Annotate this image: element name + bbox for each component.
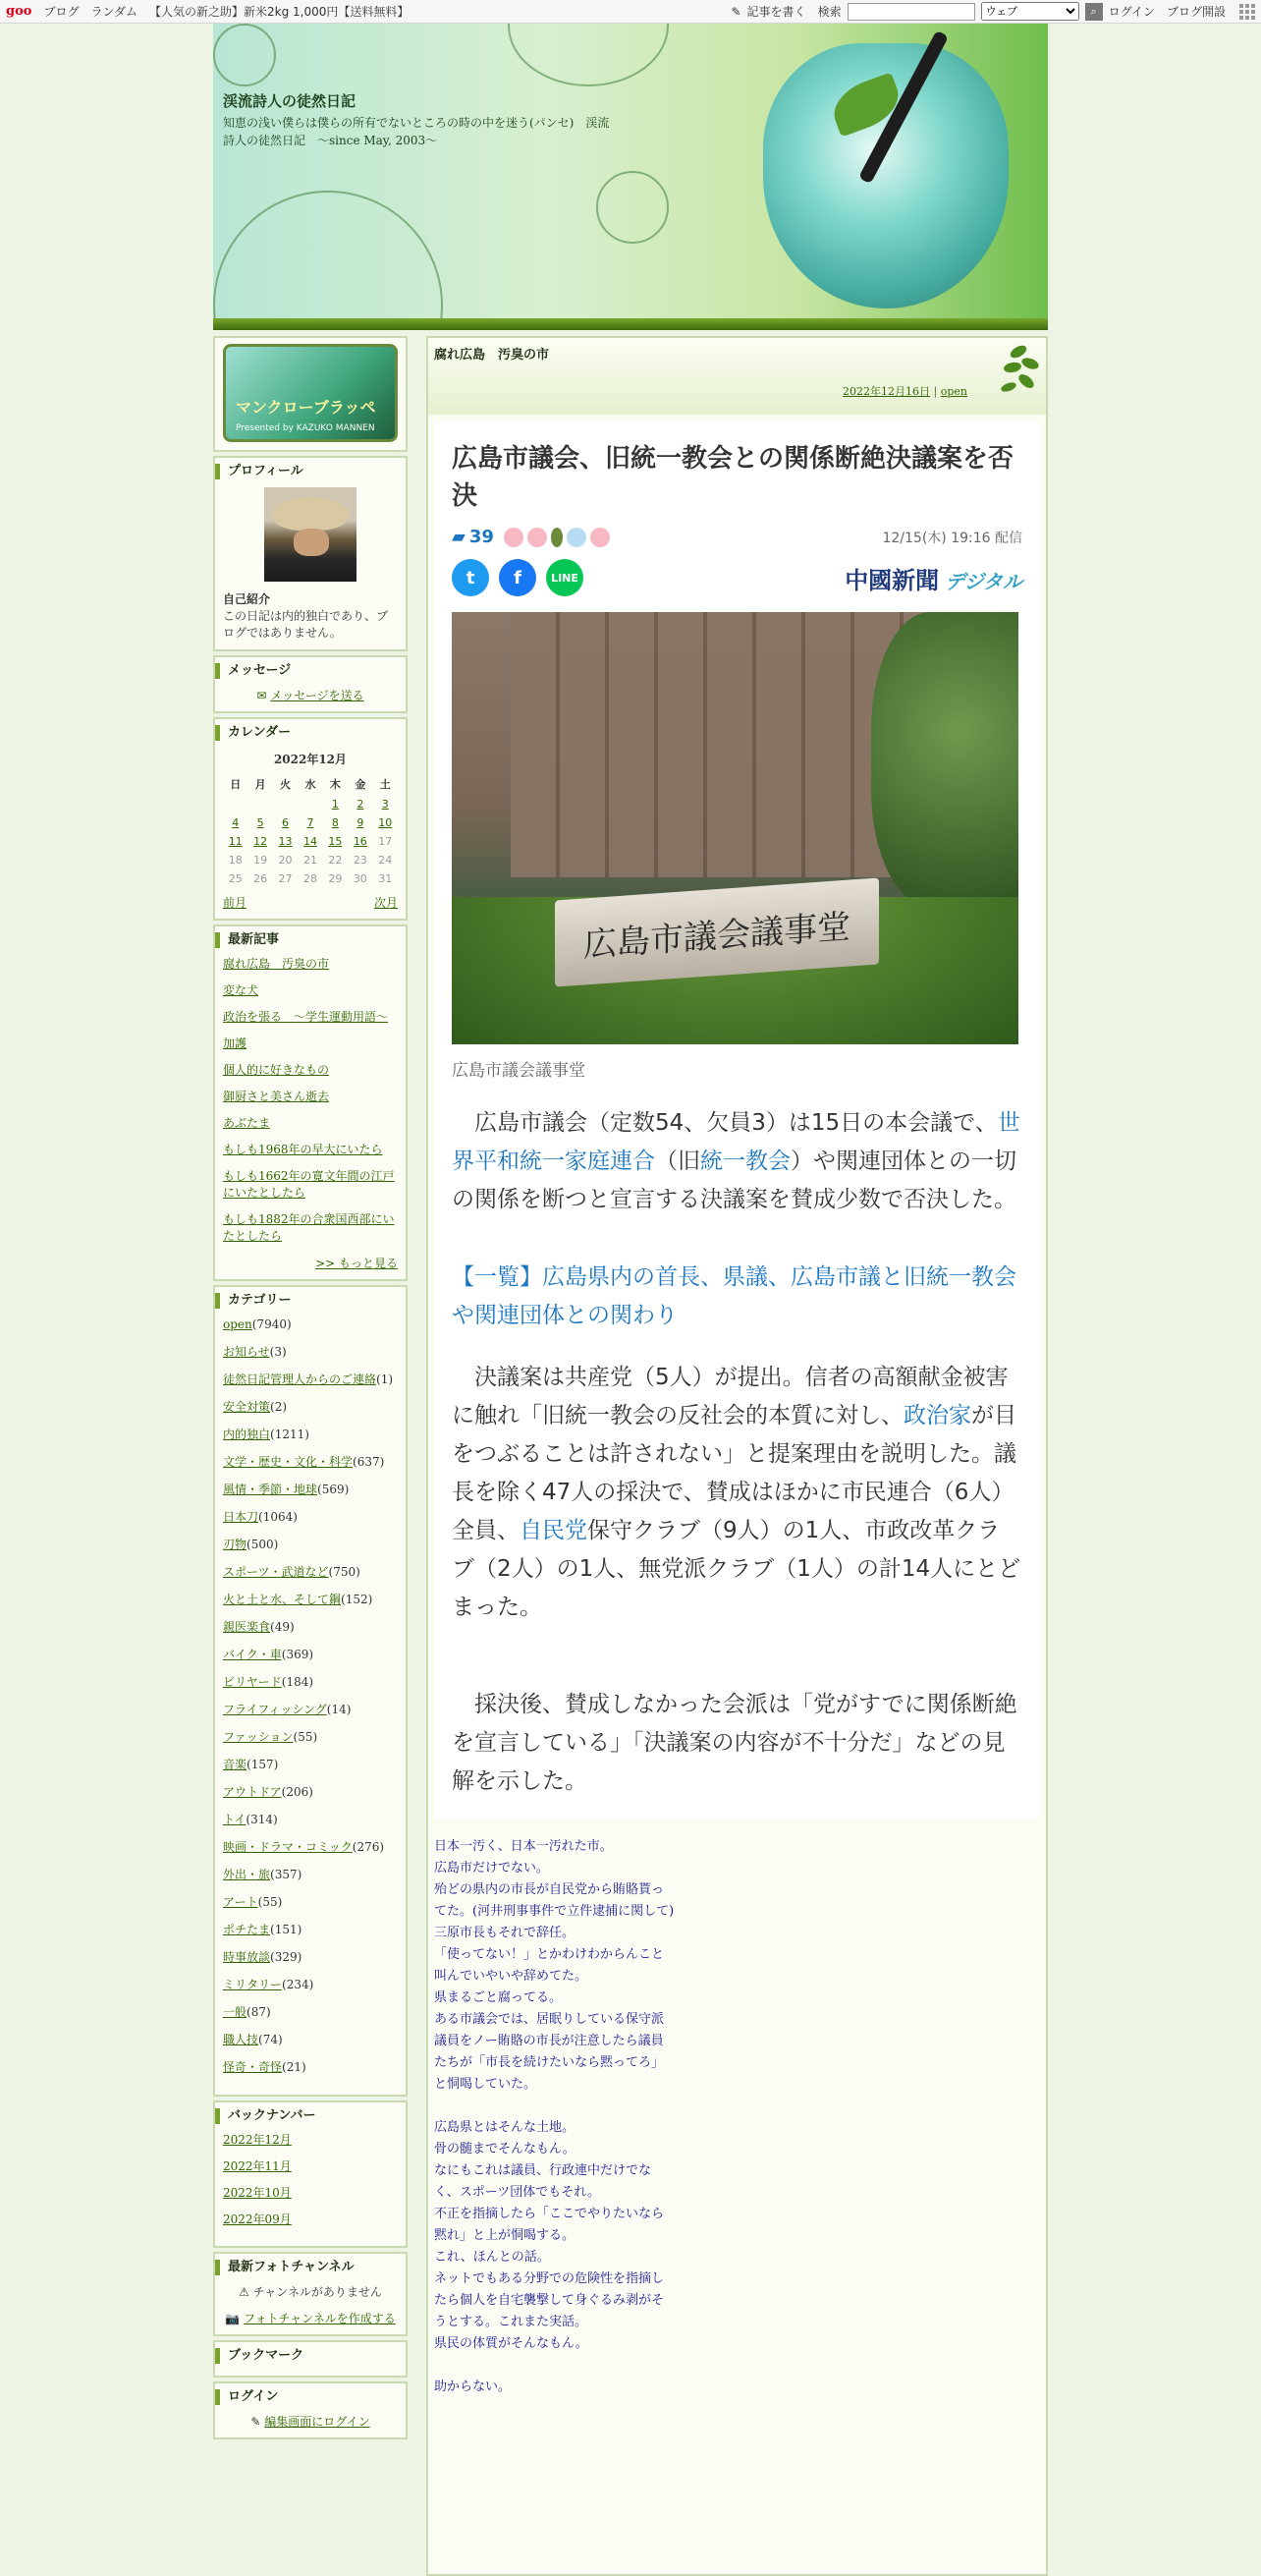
search-label: 検索 xyxy=(817,5,842,19)
article-photo[interactable] xyxy=(452,612,1018,1044)
category-item xyxy=(223,1564,398,1581)
toolbar-link-random[interactable]: ランダム xyxy=(90,5,137,19)
search-button[interactable] xyxy=(1085,3,1103,21)
comment-line: 「使ってない！」とかわけわからんこと叫んでいやいや辞めてた。 xyxy=(434,1947,665,1984)
comment-line xyxy=(434,2355,675,2377)
calendar-day: 20 xyxy=(278,854,293,867)
login-link[interactable]: ログイン xyxy=(1108,5,1155,19)
category-count: (55) xyxy=(257,1895,283,1909)
lace-ornament xyxy=(508,24,669,86)
post-body xyxy=(426,415,1048,2576)
article-meta xyxy=(452,527,1022,547)
photo-caption: 広島市議会議事堂 xyxy=(452,1061,585,1081)
blog-header xyxy=(213,24,1048,318)
category-link[interactable]: ポチたま xyxy=(223,1923,271,1936)
category-link[interactable]: 徒然日記管理人からのご連絡 xyxy=(223,1372,377,1386)
intro-label: 自己紹介 xyxy=(223,592,271,606)
category-count: (1064) xyxy=(258,1510,298,1524)
recent-post-link[interactable]: 変な犬 xyxy=(223,983,259,997)
author-comment xyxy=(434,1836,675,2398)
warning-icon: ⚠ xyxy=(239,2285,249,2299)
calendar-day[interactable]: 9 xyxy=(356,816,364,829)
category-item xyxy=(223,1949,398,1966)
comment-line: 日本一汚く、日本一汚れた市。 xyxy=(434,1839,613,1854)
sidebar xyxy=(213,336,408,2443)
category-count: (637) xyxy=(353,1455,385,1469)
category-count: (1) xyxy=(376,1372,394,1386)
category-item xyxy=(223,2059,398,2076)
category-count: (184) xyxy=(281,1675,314,1689)
photo-channel-box xyxy=(213,2252,408,2336)
calendar-day[interactable]: 10 xyxy=(378,816,393,829)
category-count: (369) xyxy=(281,1648,314,1661)
reaction-icon[interactable] xyxy=(567,528,586,547)
category-link[interactable]: 内的独白 xyxy=(223,1428,271,1441)
category-link[interactable]: トイ xyxy=(223,1813,247,1826)
comment-line: ある市議会では、居眠りしている保守派議員をノー賄賂の市長が注意したら議員たちが「市長を続けたいなら黙ってろ」と恫喝していた。 xyxy=(434,2012,665,2092)
pencil-icon: ✎ xyxy=(731,4,741,19)
edit-login-link[interactable]: 編集画面にログイン xyxy=(264,2415,370,2429)
article-title[interactable]: 広島市議会、旧統一教会との関係断絶決議案を否決 xyxy=(452,444,1014,511)
comment-line: 殆どの県内の市長が自民党から賄賂貰ってた。(河井刑事事件で立件逮捕に関して) xyxy=(434,1882,675,1919)
comment-line: 広島県とはそんな土地。 xyxy=(434,2120,576,2135)
category-link[interactable]: ミリタリー xyxy=(223,1978,283,1991)
leaf-ornament-icon xyxy=(979,340,1044,405)
calendar-weekday: 木 xyxy=(329,778,341,791)
category-count: (21) xyxy=(282,2060,306,2074)
category-count: (3) xyxy=(269,1345,287,1359)
category-item xyxy=(223,1757,398,1773)
category-link[interactable]: 一般 xyxy=(223,2005,247,2019)
keyword-link[interactable]: 統一教会 xyxy=(700,1148,791,1174)
calendar-day: 17 xyxy=(378,835,393,848)
twitter-icon[interactable]: t xyxy=(452,559,489,596)
calendar-day[interactable]: 5 xyxy=(256,816,264,829)
comment-line: 不正を指摘したら「ここでやりたいなら黙れ」と上が恫喝する。 xyxy=(434,2207,665,2243)
calendar-day xyxy=(298,795,322,813)
backnumber-heading: バックナンバー xyxy=(215,2108,398,2124)
reaction-icon[interactable] xyxy=(551,528,563,547)
category-count: (1211) xyxy=(270,1428,309,1441)
calendar-day[interactable]: 8 xyxy=(331,816,339,829)
calendar-day: 19 xyxy=(253,854,268,867)
calendar-day[interactable]: 1 xyxy=(331,798,339,811)
calendar-day: 21 xyxy=(302,854,317,867)
calendar-day: 31 xyxy=(378,872,393,885)
article-paragraph: 広島市議会（定数54、欠員3）は15日の本会議で、世界平和統一家庭連合（旧統一教会）や関連団体との一切の関係を断つと宣言する決議案を賛成少数で否決した。 xyxy=(452,1110,1020,1212)
categories-box xyxy=(213,1285,408,2097)
category-count: (329) xyxy=(270,1950,302,1964)
calendar-day: 25 xyxy=(228,872,243,885)
avatar[interactable] xyxy=(264,487,356,582)
goo-logo[interactable]: goo xyxy=(6,4,32,19)
recent-post-link[interactable]: 個人的に好きなもの xyxy=(223,1063,330,1077)
photo-heading: 最新フォトチャンネル xyxy=(215,2260,398,2275)
calendar-day[interactable]: 16 xyxy=(353,835,367,848)
calendar-day[interactable]: 15 xyxy=(328,835,343,848)
message-box xyxy=(213,655,408,713)
category-link[interactable]: 親医楽食 xyxy=(223,1620,271,1634)
calendar-weekday: 火 xyxy=(280,778,292,791)
category-count: (7940) xyxy=(251,1317,292,1331)
mail-icon: ✉ xyxy=(256,689,267,702)
category-count: (87) xyxy=(247,2005,271,2019)
category-count: (276) xyxy=(352,1840,385,1854)
category-link[interactable]: 音楽 xyxy=(223,1758,247,1771)
comment-line: 県まるごと腐ってる。 xyxy=(434,1990,563,2005)
embedded-article xyxy=(434,422,1040,1819)
category-link[interactable]: 刃物 xyxy=(223,1538,247,1551)
keyword-link[interactable]: 政治家 xyxy=(904,1403,971,1428)
calendar-day[interactable]: 7 xyxy=(306,816,314,829)
backnumber-link[interactable]: 2022年12月 xyxy=(223,2133,292,2147)
recent-post-link[interactable]: 加護 xyxy=(223,1036,247,1050)
lace-ornament xyxy=(596,171,669,244)
related-list-link[interactable]: 【一覧】広島県内の首長、県議、広島市議と旧統一教会や関連団体との関わり xyxy=(452,1264,1016,1328)
calendar-day[interactable]: 14 xyxy=(302,835,317,848)
category-link[interactable]: スポーツ・武道など xyxy=(223,1565,329,1579)
reaction-icon[interactable] xyxy=(590,528,610,547)
calendar-day: 22 xyxy=(328,854,343,867)
write-article-link[interactable]: 記事を書く xyxy=(746,5,806,19)
category-count: (74) xyxy=(258,2033,283,2046)
category-count: (569) xyxy=(317,1483,350,1496)
category-count: (151) xyxy=(270,1923,302,1936)
category-item xyxy=(223,2004,398,2021)
post-date-link[interactable]: 2022年12月16日 xyxy=(843,385,931,398)
category-count: (314) xyxy=(246,1813,278,1826)
line-icon[interactable]: LINE xyxy=(546,559,583,596)
category-link[interactable]: 安全対策 xyxy=(223,1400,271,1414)
category-count: (750) xyxy=(328,1565,360,1579)
calendar-next-link[interactable]: 次月 xyxy=(373,896,398,910)
comment-line: 三原市長もそれで辞任。 xyxy=(434,1926,576,1940)
post-date: 2022年12月16日 | open xyxy=(843,385,967,398)
bookmark-heading: ブックマーク xyxy=(215,2348,398,2364)
article-timestamp: 12/15(木) 19:16 配信 xyxy=(882,530,1022,546)
calendar-box xyxy=(213,717,408,921)
calendar-day[interactable]: 3 xyxy=(381,798,389,811)
recent-post-link[interactable]: あぶたま xyxy=(223,1116,271,1130)
calendar-day[interactable]: 11 xyxy=(228,835,243,848)
mangrove-banner[interactable] xyxy=(223,344,398,442)
category-link[interactable]: 風情・季節・地球 xyxy=(223,1483,318,1496)
category-item xyxy=(223,1647,398,1663)
calendar-weekday: 月 xyxy=(254,778,266,791)
category-count: (357) xyxy=(270,1868,302,1881)
comment-line: これ、ほんとの話。 xyxy=(434,2250,550,2265)
category-count: (500) xyxy=(247,1538,279,1551)
recent-post-link[interactable]: 政治を張る 〜学生運動用語〜 xyxy=(223,1010,389,1024)
calendar-day: 29 xyxy=(328,872,343,885)
category-link[interactable]: バイク・車 xyxy=(223,1648,282,1661)
comment-icon[interactable]: ▰ xyxy=(452,527,466,547)
comment-line: ネットでもある分野での危険性を指摘したら個人を自宅襲撃して身ぐるみ剥がそうとする。これまた実話。 xyxy=(434,2271,665,2329)
category-item xyxy=(223,1427,398,1443)
category-link[interactable]: 映画・ドラマ・コミック xyxy=(223,1840,353,1854)
category-item xyxy=(223,1977,398,1993)
calendar-day: 28 xyxy=(302,872,317,885)
calendar-day: 27 xyxy=(278,872,293,885)
calendar-month: 2022年12月 xyxy=(273,753,348,766)
main-content xyxy=(426,336,1048,2576)
category-item xyxy=(223,1674,398,1691)
category-count: (234) xyxy=(282,1978,314,1991)
recent-post-link[interactable]: 腐れ広島 汚臭の市 xyxy=(223,957,330,971)
category-link[interactable]: 時事放談 xyxy=(223,1950,271,1964)
profile-heading: プロフィール xyxy=(215,464,398,479)
calendar-day: 24 xyxy=(378,854,393,867)
reaction-icon[interactable] xyxy=(504,528,523,547)
backnumber-box xyxy=(213,2100,408,2248)
category-count: (49) xyxy=(270,1620,295,1634)
category-link[interactable]: お知らせ xyxy=(223,1345,270,1359)
category-link[interactable]: 火と土と水、そして鋼 xyxy=(223,1593,342,1606)
category-item xyxy=(223,1537,398,1553)
search-input[interactable] xyxy=(848,3,975,21)
comment-line xyxy=(434,2096,675,2117)
category-item xyxy=(223,1372,398,1388)
recent-post-link[interactable]: もしも1882年の合衆国西部にいたとしたら xyxy=(223,1212,395,1243)
category-item xyxy=(223,1867,398,1883)
apps-grid-icon[interactable] xyxy=(1239,4,1255,20)
goo-toolbar xyxy=(0,0,1261,24)
blog-description: 知恵の浅い僕らは僕らの所有でないところの時の中を迷う(パンセ) 渓流詩人の徒然日記 ～since May, 2003～ xyxy=(223,116,610,147)
category-count: (152) xyxy=(341,1593,373,1606)
category-item xyxy=(223,1702,398,1718)
category-link[interactable]: 外出・旅 xyxy=(223,1868,271,1881)
calendar-weekday: 水 xyxy=(304,778,316,791)
category-item xyxy=(223,1784,398,1801)
recent-heading: 最新記事 xyxy=(215,932,398,948)
calendar-day[interactable]: 13 xyxy=(278,835,293,848)
calendar-day[interactable]: 6 xyxy=(282,816,290,829)
keyword-link[interactable]: 世界平和統一家庭連合 xyxy=(452,1110,1020,1174)
profile-box xyxy=(213,456,408,651)
category-count: (2) xyxy=(270,1400,288,1414)
calendar-weekday: 金 xyxy=(355,778,366,791)
camera-icon: 📷 xyxy=(225,2312,241,2325)
calendar-weekday: 土 xyxy=(379,778,391,791)
category-link[interactable]: 文学・歴史・文化・科学 xyxy=(223,1455,354,1469)
post-tag-link[interactable]: open xyxy=(940,385,967,398)
banner-title: マンクローブラッペ xyxy=(236,398,376,417)
comment-line: 広島市だけでない。 xyxy=(434,1861,550,1876)
calendar-heading: カレンダー xyxy=(215,725,398,741)
calendar-day: 30 xyxy=(353,872,367,885)
banner-subtitle: Presented by KAZUKO MANNEN xyxy=(236,423,375,433)
calendar-day[interactable]: 2 xyxy=(356,798,364,811)
comment-line: なにもこれは議員、行政連中だけでなく、スポーツ団体でもそれ。 xyxy=(434,2163,652,2200)
calendar-day: 18 xyxy=(228,854,243,867)
comment-count[interactable]: 39 xyxy=(468,527,494,547)
login-heading: ログイン xyxy=(215,2389,398,2405)
category-item xyxy=(223,1399,398,1416)
backnumber-link[interactable]: 2022年10月 xyxy=(223,2186,292,2200)
category-item xyxy=(223,1316,398,1333)
recent-post-link[interactable]: もしも1968年の早大にいたら xyxy=(223,1143,383,1156)
calendar-day xyxy=(223,795,247,813)
calendar-weekday: 日 xyxy=(230,778,242,791)
pencil-icon: ✎ xyxy=(250,2415,261,2429)
comment-line: 骨の髄までそんなもん。 xyxy=(434,2142,576,2156)
category-item xyxy=(223,1482,398,1498)
category-item xyxy=(223,1922,398,1938)
category-link[interactable]: 怪奇・奇怪 xyxy=(223,2060,283,2074)
search-icon: ⌕ xyxy=(1090,4,1097,18)
article-paragraph: 決議案は共産党（5人）が提出。信者の高額献金被害に触れ「旧統一教会の反社会的本質に対し、政治家が目をつぶることは許されない」と提案理由を説明した。議長を除く47人の採決で、賛成はほかに市民連合（6人）全員、自民党保守クラブ（9人）の1人、市政改革クラブ（2人）の1人、無党派クラブ（1人）の計14人にとどまった。 xyxy=(452,1365,1021,1620)
category-link[interactable]: フライフィッシング xyxy=(223,1703,327,1716)
calendar-table xyxy=(223,749,398,888)
recent-posts-box xyxy=(213,924,408,1281)
category-item xyxy=(223,1894,398,1911)
calendar-day xyxy=(247,795,272,813)
facebook-icon[interactable]: f xyxy=(499,559,536,596)
bookmark-box xyxy=(213,2340,408,2378)
article-paragraph: 採決後、賛成しなかった会派は「党がすでに関係断絶を宣言している」「決議案の内容が不十分だ」などの見解を示した。 xyxy=(452,1692,1017,1794)
calendar-day: 23 xyxy=(353,854,367,867)
comment-line: 助からない。 xyxy=(434,2380,512,2394)
calendar-day xyxy=(273,795,298,813)
no-channel-text: チャンネルがありません xyxy=(252,2285,382,2299)
category-link[interactable]: アウトドア xyxy=(223,1785,282,1799)
blog-title[interactable]: 渓流詩人の徒然日記 xyxy=(223,92,356,110)
category-link[interactable]: open xyxy=(223,1317,252,1331)
calendar-day[interactable]: 4 xyxy=(232,816,240,829)
category-item xyxy=(223,1344,398,1361)
category-item xyxy=(223,1592,398,1608)
category-link[interactable]: アート xyxy=(223,1895,258,1909)
send-message-link[interactable]: メッセージを送る xyxy=(270,689,364,702)
post-header xyxy=(426,336,1048,415)
toolbar-link-blog[interactable]: ブログ xyxy=(43,5,80,19)
search-scope-select[interactable] xyxy=(981,2,1079,21)
lace-ornament xyxy=(213,191,443,318)
category-item xyxy=(223,1839,398,1856)
category-link[interactable]: ファッション xyxy=(223,1730,294,1744)
category-link[interactable]: ビリヤード xyxy=(223,1675,282,1689)
share-bar xyxy=(452,559,1022,596)
login-box xyxy=(213,2381,408,2439)
category-item xyxy=(223,1509,398,1526)
category-count: (206) xyxy=(281,1785,313,1799)
lace-ornament xyxy=(213,24,276,86)
category-link[interactable]: 職人技 xyxy=(223,2033,259,2046)
sidebar-banner-box xyxy=(213,336,408,452)
backnumber-link[interactable]: 2022年09月 xyxy=(223,2212,292,2226)
intro-text: この日記は内的独白であり、ブログではありません。 xyxy=(223,609,389,640)
backnumber-link[interactable]: 2022年11月 xyxy=(223,2159,292,2173)
create-channel-link[interactable]: フォトチャンネルを作成する xyxy=(244,2312,396,2325)
category-count: (14) xyxy=(326,1703,352,1716)
recent-post-link[interactable]: もしも1662年の寛文年間の江戸にいたとしたら xyxy=(223,1169,395,1200)
category-item xyxy=(223,2032,398,2048)
open-blog-link[interactable]: ブログ開設 xyxy=(1166,5,1226,19)
category-item xyxy=(223,1619,398,1636)
photo-sign-text: 広島市議会議事堂 xyxy=(555,877,879,986)
category-count: (55) xyxy=(293,1730,318,1744)
calendar-day: 26 xyxy=(253,872,268,885)
keyword-link[interactable]: 自民党 xyxy=(520,1518,587,1543)
calendar-day[interactable]: 12 xyxy=(253,835,268,848)
category-link[interactable]: 日本刀 xyxy=(223,1510,259,1524)
header-divider xyxy=(213,318,1048,330)
categories-heading: カテゴリー xyxy=(215,1293,398,1309)
category-count: (157) xyxy=(247,1758,279,1771)
toolbar-ad-link[interactable]: 【人気の新之助】新米2kg 1,000円【送料無料】 xyxy=(148,5,410,19)
reaction-icon[interactable] xyxy=(527,528,547,547)
publisher-logo[interactable]: 中國新聞 デジタル xyxy=(845,565,1022,594)
recent-post-link[interactable]: 御厨さと美さん逝去 xyxy=(223,1090,330,1103)
post-category[interactable]: 腐れ広島 汚臭の市 xyxy=(434,348,550,363)
more-posts-link[interactable]: >> もっと見る xyxy=(315,1257,398,1270)
message-heading: メッセージ xyxy=(215,663,398,679)
category-item xyxy=(223,1454,398,1471)
category-item xyxy=(223,1812,398,1828)
calendar-prev-link[interactable]: 前月 xyxy=(223,896,247,910)
comment-line: 県民の体質がそんなもん。 xyxy=(434,2336,588,2351)
category-item xyxy=(223,1729,398,1746)
